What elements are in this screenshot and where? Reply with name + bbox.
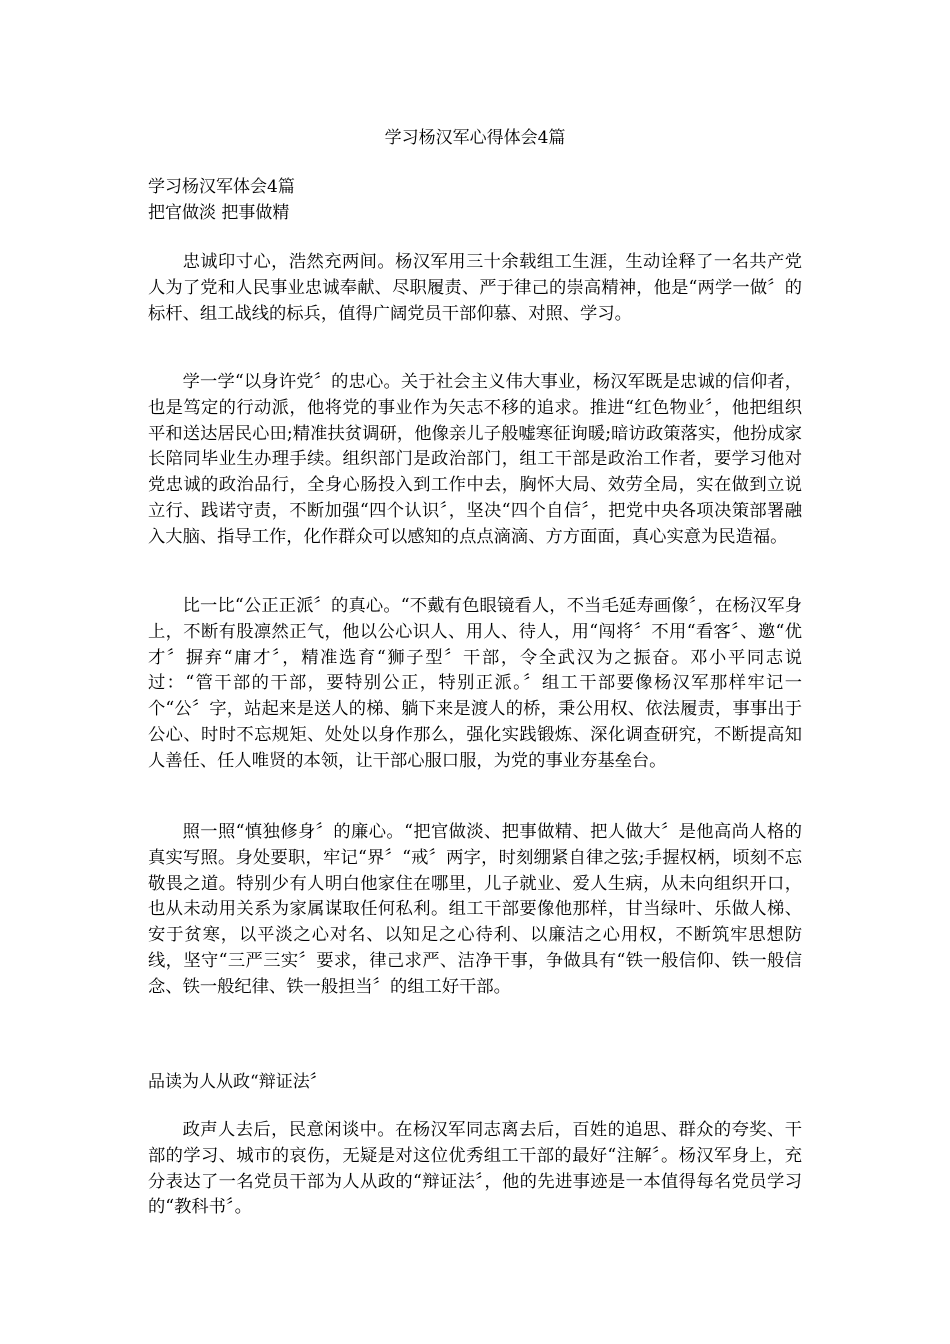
paragraph-1: 忠诚印寸心，浩然充两间。杨汉军用三十余载组工生涯，生动诠释了一名共产党人为了党和人民事业忠诚奉献、尽职履责、严于律己的崇高精神，他是“两学一做〞的标杆、组工战线的标兵，值得广阔党员干部仰慕、对照、学习。 — [148, 252, 802, 324]
paragraph-3: 比一比“公正正派〞的真心。“不戴有色眼镜看人，不当毛延寿画像〞，在杨汉军身上，不断有股凛然正气，他以公心识人、用人、待人，用“闯将〞不用“看客〞、邀“优才〞摒弃“庸才〞，精准选育“狮子型〞干部，令全武汉为之振奋。邓小平同志说过：“管干部的干部，要特别公正，特别正派。〞组工干部要像杨汉军那样牢记一个“公〞字，站起来是送人的梯、躺下来是渡人的桥，秉公用权、依法履责，事事出于公心、时时不忘规矩、处处以身作那么，强化实践锻炼、深化调查研究，不断提高知人善任、任人唯贤的本领，让干部心服口服，为党的事业夯基垒台。 — [148, 596, 802, 771]
section-subheading: 把官做淡 把事做精 — [148, 203, 290, 223]
document-title: 学习杨汉军心得体会4篇 — [384, 128, 566, 148]
section-heading-2: 品读为人从政“辩证法〞 — [148, 1072, 327, 1092]
section-heading: 学习杨汉军体会4篇 — [148, 177, 295, 197]
paragraph-4: 照一照“慎独修身〞的廉心。“把官做淡、把事做精、把人做大〞是他高尚人格的真实写照。身处要职，牢记“界〞“戒〞两字，时刻绷紧自律之弦;手握权柄，顷刻不忘敬畏之道。特别少有人明白他家住在哪里，儿子就业、爱人生病，从未向组织开口，也从未动用关系为家属谋取任何私利。组工干部要像他那样，甘当绿叶、乐做人梯、安于贫寒，以平淡之心对名、以知足之心待利、以廉洁之心用权，不断筑牢思想防线，坚守“三严三实〞要求，律己求严、洁净干事，争做具有“铁一般信仰、铁一般信念、铁一般纪律、铁一般担当〞的组工好干部。 — [148, 822, 802, 997]
paragraph-2: 学一学“以身许党〞的忠心。关于社会主义伟大事业，杨汉军既是忠诚的信仰者，也是笃定的行动派，他将党的事业作为矢志不移的追求。推进“红色物业〞，他把组织平和送达居民心田;精准扶贫调研，他像亲儿子般嘘寒征询暖;暗访政策落实，他扮成家长陪同毕业生办理手续。组织部门是政治部门，组工干部是政治工作者，要学习他对党忠诚的政治品行，全身心肠投入到工作中去，胸怀大局、效劳全局，实在做到立说立行、践诺守责，不断加强“四个认识〞，坚决“四个自信〞，把党中央各项决策部署融入大脑、指导工作，化作群众可以感知的点点滴滴、方方面面，真心实意为民造福。 — [148, 372, 802, 547]
paragraph-5: 政声人去后，民意闲谈中。在杨汉军同志离去后，百姓的追思、群众的夸奖、干部的学习、城市的哀伤，无疑是对这位优秀组工干部的最好“注解〞。杨汉军身上，充分表达了一名党员干部为人从政的“辩证法〞，他的先进事迹是一本值得每名党员学习的“教科书〞。 — [148, 1120, 802, 1218]
